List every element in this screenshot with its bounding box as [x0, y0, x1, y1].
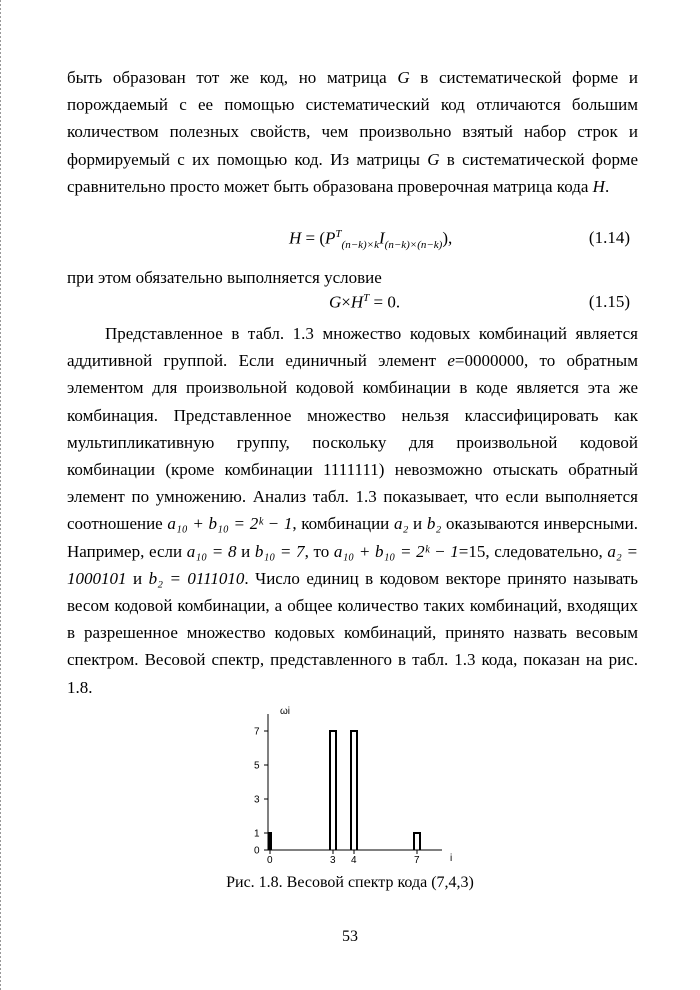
x-tick-label: 0	[267, 855, 273, 866]
page-edge-dots	[0, 0, 1, 990]
x-tick-label: 3	[330, 855, 336, 866]
equation-number-1-15: (1.15)	[588, 292, 630, 311]
condition-line: при этом обязательно выполняется условие	[67, 268, 382, 287]
x-tick-label: 7	[414, 855, 420, 866]
y-tick-label: 3	[254, 794, 260, 806]
x-tick-label: 4	[351, 855, 357, 866]
y-tick-label: 7	[254, 726, 260, 738]
formula-1-14	[67, 228, 638, 256]
y-axis-label: ωi	[280, 706, 291, 717]
weight-spectrum-chart	[250, 700, 470, 870]
y-tick-label: 1	[254, 828, 260, 840]
paragraph-1: быть образован тот же код, но матрица G в систематической форме и порождаемый с ее помощью систематический код отличаются большим количеством полезных свойств, чем произвольно взятый набор строк и формируемый с их помощью код. Из матрицы G в систематической форме сравнительно просто может быть образована проверочная матрица кода H.	[67, 68, 639, 196]
spectrum-bar	[330, 731, 336, 850]
formula-1-15	[67, 292, 638, 320]
page-number: 53	[342, 928, 358, 945]
x-axis-label: i	[450, 853, 453, 864]
equation-number-1-14: (1.14)	[588, 228, 630, 247]
formula-1-14-body: $H = (P^T_{(n-k)\times k}I_{(n-k)\times(n-k)})$,	[289, 228, 453, 252]
spectrum-bar	[351, 731, 357, 850]
y-tick-label: 0	[254, 845, 260, 857]
formula-1-15-body: $G\times H^T = 0$.	[329, 292, 401, 312]
spectrum-bar	[414, 833, 420, 850]
figure-caption: Рис. 1.8. Весовой спектр кода (7,4,3)	[226, 874, 474, 891]
y-tick-label: 5	[254, 760, 260, 772]
paragraph-2: Представленное в табл. 1.3 множество кодовых комбинаций является аддитивной группой. Если единичный элемент e=0000000, то обратным элементом для произвольной кодовой комбинации в коде является эта же комбинация. Представленное множество нельзя классифицировать как мультипликативную группу, поскольку для произвольной кодовой комбинации (кроме комбинации 1111111) невозможно отыскать обратный элемент по умножению. Анализ табл. 1.3 показывает, что если выполняется соотношение a₁₀ + b₁₀ = 2ᵏ − 1, комбинации a₂ и b₂ оказываются инверсными. Например, если a₁₀ = 8 и b₁₀ = 7, то a₁₀ + b₁₀ = 2ᵏ − 1=15, следовательно, a₂ = 1000101 и b₂ = 0111010. Число единиц в кодовом векторе принято называть весом кодовой комбинации, а общее количество таких комбинаций, входящих в разрешенное множество кодовых комбинаций, принято назвать весовым спектром. Весовой спектр, представленного в табл. 1.3 кода, показан на рис. 1.8.	[67, 324, 638, 697]
spectrum-bar	[269, 833, 271, 850]
